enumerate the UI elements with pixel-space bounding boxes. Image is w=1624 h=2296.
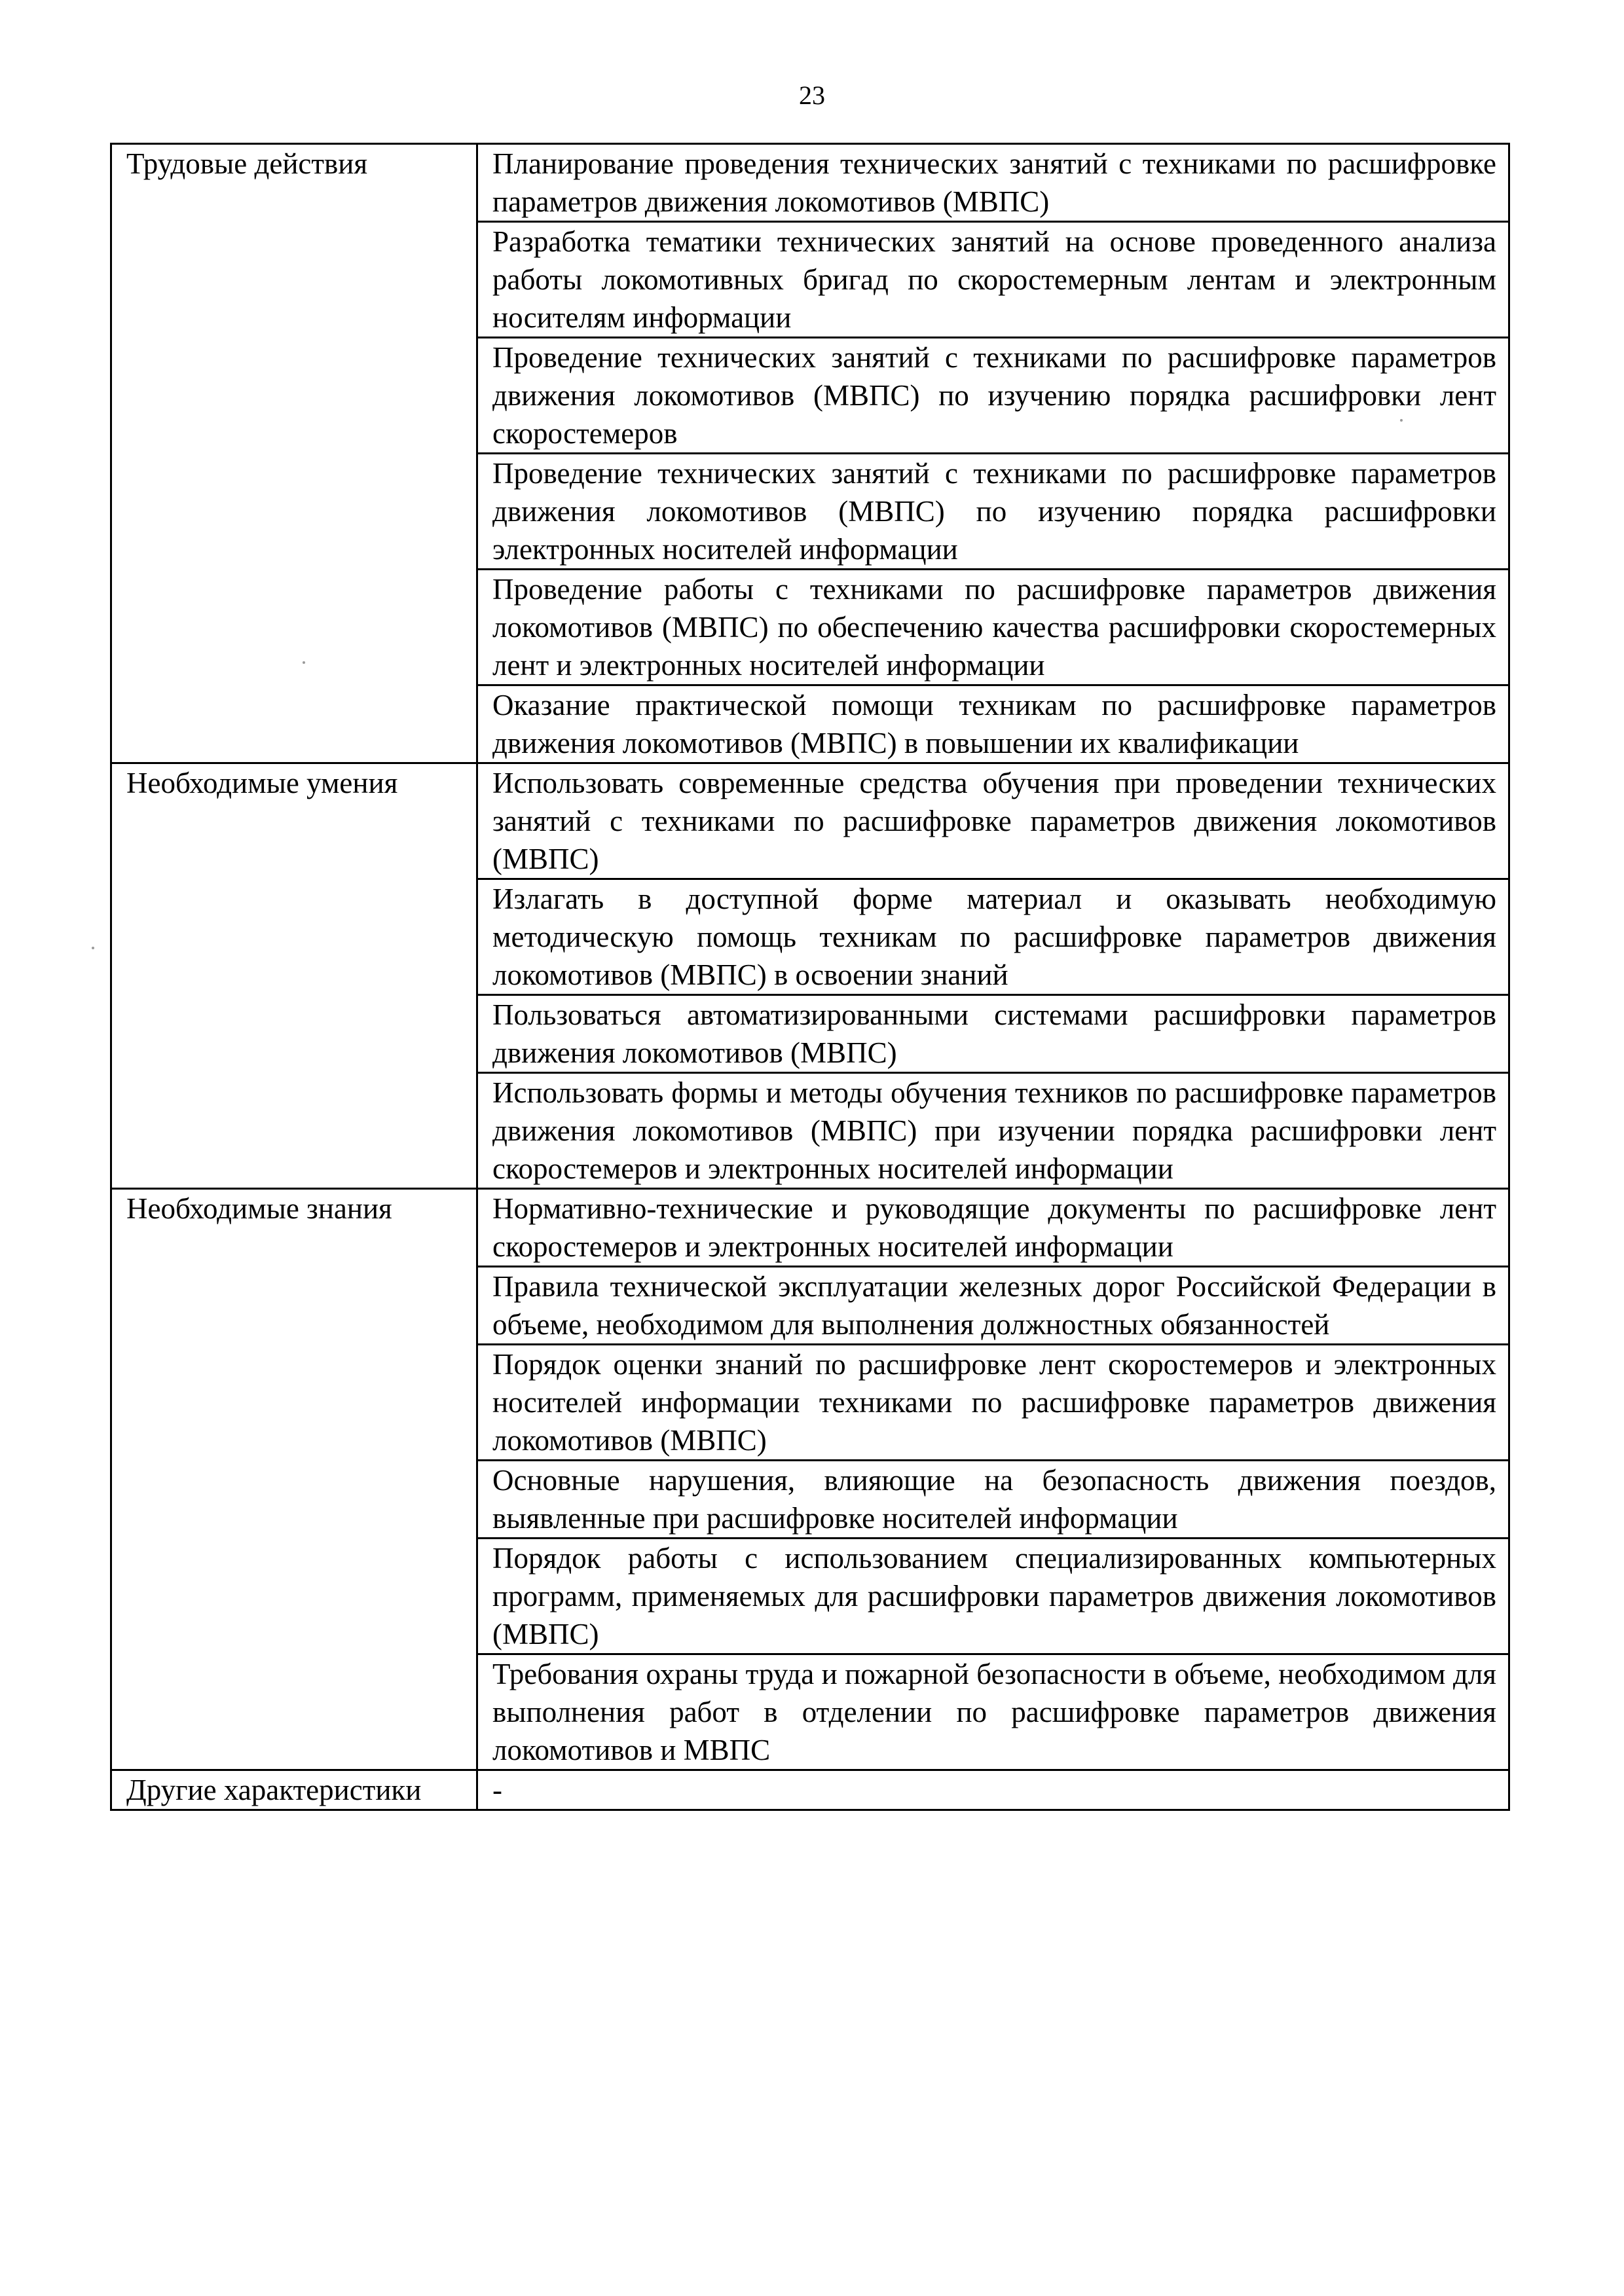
row-label-required-skills: Необходимые умения: [111, 763, 477, 1189]
scan-speck: [303, 661, 305, 664]
required-skill-item: Пользоваться автоматизированными системами расшифровки параметров движения локомотивов (МВПС): [477, 995, 1509, 1073]
required-skill-item: Излагать в доступной форме материал и оказывать необходимую методическую помощь техникам по расшифровке параметров движения локомотивов (МВПС) в освоении знаний: [477, 879, 1509, 995]
labor-action-item: Оказание практической помощи техникам по расшифровке параметров движения локомотивов (МВПС) в повышении их квалификации: [477, 685, 1509, 763]
page-number: 23: [799, 81, 825, 110]
row-label-labor-actions: Трудовые действия: [111, 144, 477, 763]
labor-action-item: Проведение технических занятий с техниками по расшифровке параметров движения локомотивов (МВПС) по изучению порядка расшифровки электронных носителей информации: [477, 454, 1509, 570]
labor-action-item: Проведение работы с техниками по расшифровке параметров движения локомотивов (МВПС) по обеспечению качества расшифровки скоростемерных лент и электронных носителей информации: [477, 570, 1509, 685]
required-skill-item: Использовать современные средства обучения при проведении технических занятий с техниками по расшифровке параметров движения локомотивов (МВПС): [477, 763, 1509, 879]
scan-speck: [1400, 419, 1403, 422]
table-row: [111, 1189, 1509, 1267]
labor-action-item: Разработка тематики технических занятий на основе проведенного анализа работы локомотивных бригад по скоростемерным лентам и электронным носителям информации: [477, 222, 1509, 338]
labor-action-item: Проведение технических занятий с техниками по расшифровке параметров движения локомотивов (МВПС) по изучению порядка расшифровки лент скоростемеров: [477, 338, 1509, 454]
table-row: [111, 1770, 1509, 1810]
row-label-other-characteristics: Другие характеристики: [111, 1770, 477, 1810]
required-knowledge-item: Основные нарушения, влияющие на безопасность движения поездов, выявленные при расшифровке носителей информации: [477, 1461, 1509, 1539]
scan-speck: [92, 947, 94, 949]
row-label-required-knowledge: Необходимые знания: [111, 1189, 477, 1770]
required-skill-item: Использовать формы и методы обучения техников по расшифровке параметров движения локомотивов (МВПС) при изучении порядка расшифровки лент скоростемеров и электронных носителей информации: [477, 1073, 1509, 1189]
required-knowledge-item: Требования охраны труда и пожарной безопасности в объеме, необходимом для выполнения работ в отделении по расшифровке параметров движения локомотивов и МВПС: [477, 1654, 1509, 1770]
table-row: [111, 763, 1509, 879]
required-knowledge-item: Нормативно-технические и руководящие документы по расшифровке лент скоростемеров и электронных носителей информации: [477, 1189, 1509, 1267]
table-row: [111, 144, 1509, 222]
job-functions-table: [110, 143, 1510, 1811]
labor-action-item: Планирование проведения технических занятий с техниками по расшифровке параметров движения локомотивов (МВПС): [477, 144, 1509, 222]
required-knowledge-item: Порядок работы с использованием специализированных компьютерных программ, применяемых для расшифровки параметров движения локомотивов (МВПС): [477, 1539, 1509, 1654]
required-knowledge-item: Правила технической эксплуатации железных дорог Российской Федерации в объеме, необходимом для выполнения должностных обязанностей: [477, 1267, 1509, 1345]
other-characteristic-item: -: [477, 1770, 1509, 1810]
required-knowledge-item: Порядок оценки знаний по расшифровке лент скоростемеров и электронных носителей информации техниками по расшифровке параметров движения локомотивов (МВПС): [477, 1345, 1509, 1461]
